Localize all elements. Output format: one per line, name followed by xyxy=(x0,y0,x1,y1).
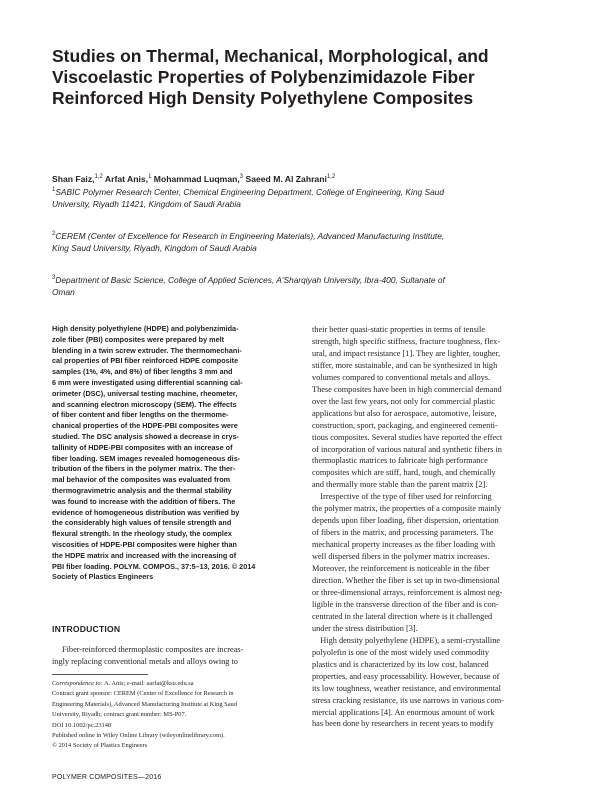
body-line: under the stress distribution [3]. xyxy=(312,623,418,633)
affiliation-number: 2 xyxy=(52,231,56,237)
article-title xyxy=(52,46,552,109)
affiliation-line: SABIC Polymer Research Center, Chemical Engineering Department, College of Engineering, King Saud xyxy=(55,186,445,197)
title-line: Studies on Thermal, Mechanical, Morphological, and xyxy=(52,46,489,66)
abstract-line: the considerably high values of tensile strength and xyxy=(52,518,232,528)
affiliation-line: CEREM (Center of Excellence for Research in Engineering Materials), Advanced Manufacturing Institute, xyxy=(55,230,445,241)
abstract-line: High density polyethylene (HDPE) and polybenzimida- xyxy=(52,324,239,333)
affiliation-line: University, Riyadh 11421, Kingdom of Saudi Arabia xyxy=(52,199,241,210)
body-line: strength, high specific stiffness, fracture toughness, flex- xyxy=(312,336,501,346)
abstract-line: viscosities of HDPE-PBI composites were higher than xyxy=(52,539,237,549)
body-line: or three-dimensional arrays, reinforcement is almost neg- xyxy=(312,587,503,597)
abstract-line: studied. The DSC analysis showed a decrease in crys- xyxy=(52,431,239,441)
affiliation-line: Oman xyxy=(52,287,75,298)
body-line: thermoplastic matrices to fabricate high performance xyxy=(312,456,488,466)
body-line: the polymer matrix, the properties of a composite mainly xyxy=(312,504,502,514)
affiliation-1 xyxy=(52,184,557,211)
abstract-line: thermogravimetric analysis and the thermal stability xyxy=(52,485,232,495)
correspondence-label: Correspondence to: xyxy=(52,680,103,687)
author-affiliation-mark: 1,2 xyxy=(326,174,336,181)
abstract-line: mal behavior of the composites was evaluated from xyxy=(52,475,231,485)
body-line: volumes compared to conventional metals and alloys. xyxy=(312,372,491,382)
author-affiliation-mark: 1 xyxy=(148,174,152,181)
footnotes xyxy=(52,679,237,752)
abstract-line: and scanning electron microscopy (SEM). The effects xyxy=(52,399,237,409)
section-heading-introduction: INTRODUCTION xyxy=(52,624,121,634)
introduction-text xyxy=(52,644,243,668)
footnote-line: University, Riyadh; contract grant number: MS-P07. xyxy=(52,711,187,719)
affiliation-3 xyxy=(52,272,557,299)
body-line: has been done by researchers in recent years to modify xyxy=(312,719,494,729)
body-line: stiffer, more sustainable, and can be synthesized in high xyxy=(312,360,498,370)
body-line: plastics and is characterized by its low cost, balanced xyxy=(312,659,489,669)
body-line: and thermally more stable than the parent matrix [2]. xyxy=(312,480,488,490)
body-line: their better quasi-static properties in terms of tensile xyxy=(312,325,486,334)
abstract-line: 6 mm were investigated using differential scanning cal- xyxy=(52,377,243,387)
author-name: Saeed M. Al Zahrani xyxy=(245,174,327,184)
body-line: direction. Whether the fiber is set up in two-dimensional xyxy=(312,576,500,586)
body-line: centrated in the lateral direction where is it challenged xyxy=(312,611,493,621)
footnote-line: Engineering Materials), Advanced Manufacturing Institute at King Saud xyxy=(52,700,237,708)
abstract-line: the HDPE matrix and increased with the increasing of xyxy=(52,550,237,560)
body-line: ligible in the transverse direction of the fiber and is con- xyxy=(312,599,499,609)
author-affiliation-mark: 1,2 xyxy=(94,174,103,181)
abstract-line: zole fiber (PBI) composites were prepared by melt xyxy=(52,334,225,344)
abstract-line: Society of Plastics Engineers xyxy=(52,572,154,582)
abstract-line: evidence of homogeneous distribution was verified by xyxy=(52,507,240,517)
body-line: Irrespective of the type of fiber used for reinforcing xyxy=(312,492,492,502)
affiliation-number: 3 xyxy=(52,275,56,281)
footnote-divider xyxy=(52,674,148,675)
abstract-line: was found to increase with the addition of fibers. The xyxy=(52,496,236,506)
body-line: ural, and impact resistance [1]. They are lighter, tougher, xyxy=(312,348,501,358)
abstract-line: of fiber content and fiber lengths on the thermome- xyxy=(52,410,229,420)
abstract-line: cal properties of PBI fiber reinforced HDPE composite xyxy=(52,356,239,366)
abstract-line: orimeter (DSC), universal testing machine, rheometer, xyxy=(52,388,238,398)
body-line: of incorporation of various natural and synthetic fibers in xyxy=(312,444,502,454)
affiliation-2 xyxy=(52,228,557,255)
body-line: applications but also for aerospace, automotive, leisure, xyxy=(312,408,497,418)
abstract-line: fiber loading. SEM images revealed homogeneous dis- xyxy=(52,453,241,463)
page-footer: POLYMER COMPOSITES—2016 xyxy=(52,774,162,781)
footnote-line: Published online in Wiley Online Library (wileyonlinelibrary.com). xyxy=(52,732,225,740)
body-line: construction, sport, packaging, and engineered cementi- xyxy=(312,420,498,430)
abstract-line: PBI fiber loading. POLYM. COMPOS., 37:5–13, 2016. © 2014 xyxy=(52,561,256,571)
affiliation-line: King Saud University, Riyadh, Kingdom of Saudi Arabia xyxy=(52,243,257,254)
title-line: Viscoelastic Properties of Polybenzimidazole Fiber xyxy=(52,67,475,87)
body-line: of fibers in the matrix, and processing parameters. The xyxy=(312,528,494,538)
abstract-line: chanical properties of the HDPE-PBI composites were xyxy=(52,421,238,431)
body-line: ingly replacing conventional metals and alloys owing to xyxy=(52,656,238,666)
body-line: over the last few years, not only for commercial plastic xyxy=(312,396,495,406)
body-line: mechanical property increases as the fiber loading with xyxy=(312,540,496,550)
abstract-line: tallinity of HDPE-PBI composites with an increase of xyxy=(52,442,233,452)
author-affiliation-mark: 3 xyxy=(239,174,244,181)
abstract-line: blending in a twin screw extruder. The thermomechani- xyxy=(52,345,242,355)
doi-line: DOI 10.1002/pc.23148 xyxy=(52,721,112,729)
body-line: stress cracking resistance, its use narrows in various com- xyxy=(312,695,504,705)
body-line: These composites have been in high commercial demand xyxy=(312,384,502,394)
abstract xyxy=(52,324,298,583)
author-name: Arfat Anis, xyxy=(104,174,149,184)
author-name: Shan Faiz, xyxy=(52,174,95,184)
abstract-line: flexural strength. In the rheology study, the complex xyxy=(52,529,232,539)
body-line: its low toughness, weather resistance, and environmental xyxy=(312,683,501,693)
body-line: mercial applications [4]. An enormous amount of work xyxy=(312,707,495,717)
body-line: Fiber-reinforced thermoplastic composites are increas- xyxy=(62,645,244,654)
body-line: polyolefin is one of the most widely used commodity xyxy=(312,647,489,657)
author-list xyxy=(52,174,335,184)
author-name: Mohammad Luqman, xyxy=(153,174,240,184)
copyright-line: © 2014 Society of Plastics Engineers xyxy=(52,742,148,750)
abstract-line: tribution of the fibers in the polymer matrix. The ther- xyxy=(52,464,236,474)
title-line: Reinforced High Density Polyethylene Composites xyxy=(52,88,474,108)
body-line: Moreover, the reinforcement is noticeable in the fiber xyxy=(312,564,490,574)
correspondence-text: A. Anis; e-mail: aarfat@ksu.edu.sa xyxy=(102,680,194,687)
body-line: High density polyethylene (HDPE), a semi-crystalline xyxy=(312,635,501,645)
abstract-line: samples (1%, 4%, and 8%) of fiber lengths 3 mm and xyxy=(52,367,233,377)
body-line: properties, and easy processability. However, because of xyxy=(312,671,500,681)
right-column-text xyxy=(312,324,504,730)
body-line: composites which are stiff, hard, tough, and chemically xyxy=(312,468,496,478)
body-line: depends upon fiber loading, fiber dispersion, orientation xyxy=(312,516,499,526)
affiliation-line: Department of Basic Science, College of Applied Sciences, A’Sharqiyah University, Ibra-400, Sultanate of xyxy=(55,274,445,285)
footnote-line: Contract grant sponsor: CEREM (Center of Excellence for Research in xyxy=(52,690,234,698)
affiliation-number: 1 xyxy=(52,187,56,193)
body-line: tious composites. Several studies have reported the effect xyxy=(312,432,503,442)
body-line: well dispersed fibers in the polymer matrix increases. xyxy=(312,552,490,562)
